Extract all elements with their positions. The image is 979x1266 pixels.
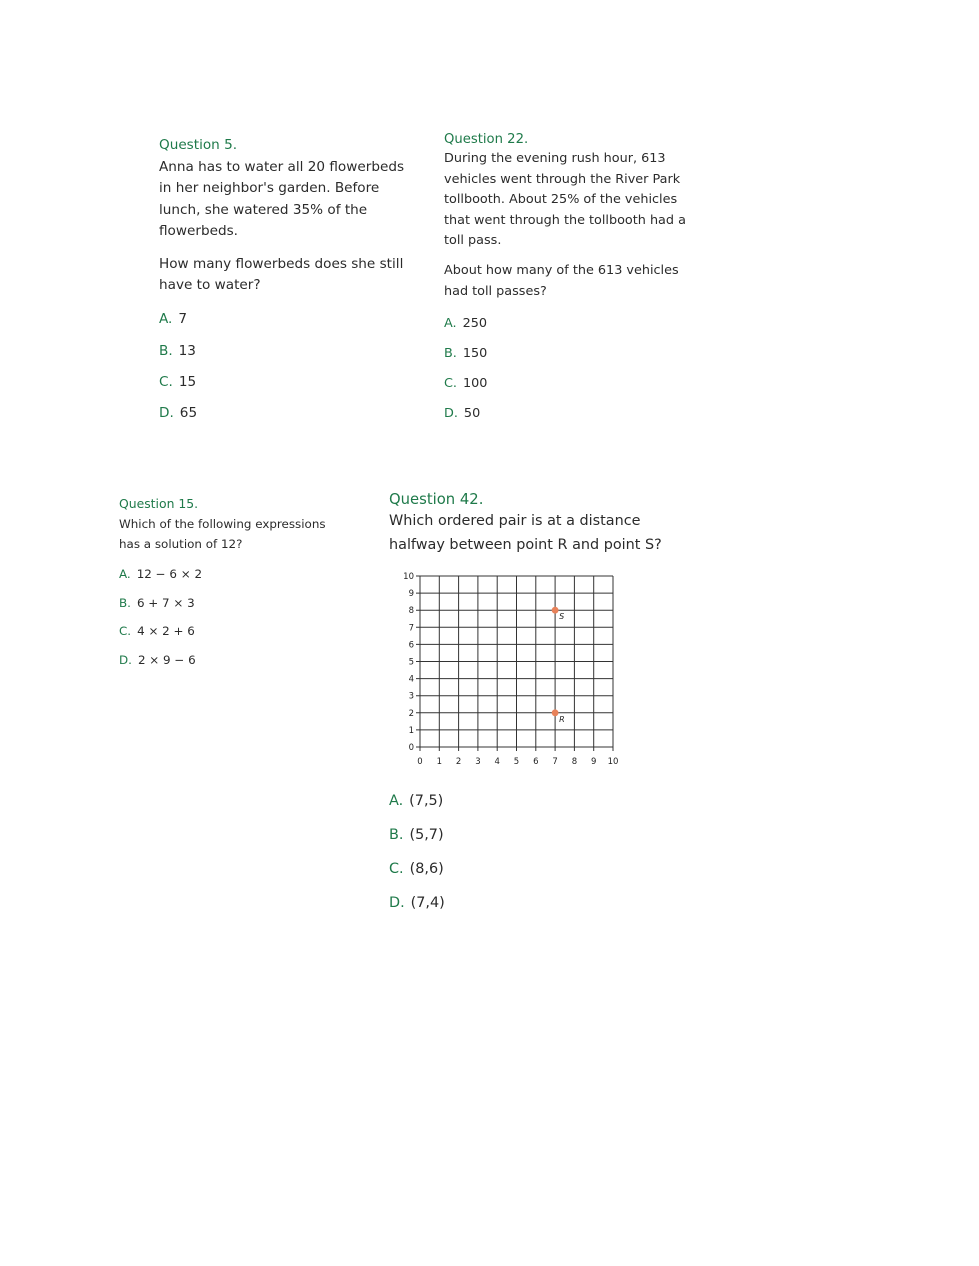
choice-d[interactable]	[159, 404, 409, 435]
answer-choices	[159, 310, 409, 435]
question-prompt	[389, 510, 689, 557]
coordinate-grid	[395, 567, 627, 769]
prompt-line: How many flowerbeds does she still	[159, 255, 404, 272]
choice-text: (5,7)	[409, 827, 444, 843]
x-tick-label: 10	[607, 757, 619, 767]
question-prompt	[119, 514, 359, 554]
choice-text: 12 − 6 × 2	[136, 567, 203, 581]
point-label-s: S	[559, 612, 565, 622]
answer-choices	[119, 566, 359, 680]
choice-text: 65	[179, 405, 198, 422]
prompt-line: lunch, she watered 35% of the	[159, 201, 368, 218]
prompt-line: Which of the following expressions	[119, 517, 326, 531]
prompt-line: vehicles went through the River Park	[444, 171, 681, 187]
question-title: Question 15.	[119, 496, 199, 511]
y-tick-label: 10	[403, 572, 414, 582]
question-title: Question 5.	[159, 137, 238, 153]
prompt-line: During the evening rush hour, 613	[444, 151, 666, 166]
x-tick-label: 0	[417, 757, 423, 767]
x-tick-label: 5	[513, 757, 520, 767]
choice-label: C.	[389, 861, 404, 877]
choice-text: 2 × 9 − 6	[137, 652, 196, 667]
x-tick-label: 8	[571, 757, 578, 767]
question-title: Question 42.	[389, 491, 484, 508]
choice-b[interactable]	[389, 826, 445, 860]
y-tick-label: 1	[408, 725, 414, 736]
y-tick-label: 0	[408, 743, 414, 753]
choice-text: 150	[462, 346, 488, 362]
choice-label: A.	[119, 567, 131, 581]
choice-b[interactable]	[159, 342, 409, 373]
question-title: Question 22.	[444, 132, 529, 147]
prompt-line: Anna has to water all 20 flowerbeds	[159, 159, 405, 175]
choice-c[interactable]	[444, 375, 704, 405]
choice-d[interactable]	[444, 405, 704, 435]
prompt-line: flowerbeds.	[159, 223, 238, 240]
prompt-line: have to water?	[159, 277, 261, 294]
choice-label: D.	[389, 895, 405, 911]
choice-text: (7,5)	[409, 793, 444, 809]
choice-label: A.	[159, 311, 173, 328]
choice-text: 100	[463, 376, 488, 392]
point-label-r: R	[559, 714, 565, 724]
choice-label: B.	[119, 595, 131, 610]
y-tick-label: 2	[408, 708, 414, 719]
x-tick-label: 6	[533, 757, 539, 767]
question-22	[444, 132, 704, 435]
choice-c[interactable]	[389, 860, 445, 894]
choice-a[interactable]	[119, 566, 359, 595]
x-tick-label: 4	[494, 757, 500, 767]
answer-choices	[444, 315, 704, 435]
prompt-line: About how many of the 613 vehicles	[444, 262, 679, 278]
choice-label: D.	[119, 652, 132, 667]
choice-b[interactable]	[444, 345, 704, 375]
question-ask	[159, 254, 409, 297]
x-tick-label: 9	[590, 757, 597, 767]
x-tick-label: 3	[475, 757, 481, 767]
x-tick-label: 2	[455, 757, 462, 767]
choice-d[interactable]	[119, 652, 359, 681]
choice-a[interactable]	[159, 310, 409, 341]
question-prompt	[444, 149, 704, 252]
choice-d[interactable]	[389, 894, 445, 928]
choice-text: 15	[178, 374, 197, 391]
choice-label: A.	[389, 793, 404, 809]
choice-label: A.	[444, 316, 457, 332]
prompt-line: has a solution of 12?	[119, 537, 243, 551]
choice-label: D.	[159, 405, 174, 422]
choice-text: 250	[462, 316, 488, 332]
question-ask	[444, 261, 704, 302]
x-tick-label: 7	[552, 757, 558, 767]
prompt-line: that went through the tollbooth had a	[444, 212, 686, 228]
question-prompt	[159, 157, 409, 243]
y-tick-label: 4	[408, 674, 414, 685]
choice-label: C.	[159, 374, 173, 391]
choice-label: C.	[119, 624, 132, 639]
choice-label: B.	[444, 346, 457, 362]
y-tick-label: 7	[408, 623, 414, 634]
choice-text: 13	[178, 342, 196, 359]
choice-text: 4 × 2 + 6	[137, 624, 195, 639]
choice-text: (7,4)	[410, 895, 445, 911]
x-tick-label: 1	[436, 757, 443, 767]
choice-label: B.	[159, 342, 173, 359]
y-tick-label: 6	[408, 640, 414, 651]
prompt-line: toll pass.	[444, 233, 502, 249]
answer-choices	[389, 792, 445, 928]
prompt-line: had toll passes?	[444, 283, 547, 299]
prompt-line: tollbooth. About 25% of the vehicles	[444, 192, 678, 208]
choice-b[interactable]	[119, 595, 359, 624]
choice-label: C.	[444, 376, 458, 392]
choice-label: B.	[389, 827, 404, 843]
point-s	[552, 607, 559, 614]
choice-text: 7	[178, 311, 188, 328]
prompt-line: Which ordered pair is at a distance	[389, 513, 641, 529]
choice-c[interactable]	[159, 373, 409, 404]
choice-label: D.	[444, 406, 458, 422]
question-15	[119, 496, 359, 680]
question-42	[389, 491, 689, 557]
choice-text: (8,6)	[409, 861, 444, 877]
choice-text: 6 + 7 × 3	[136, 595, 195, 610]
y-tick-label: 3	[408, 691, 414, 702]
y-tick-label: 8	[408, 606, 414, 617]
choice-c[interactable]	[119, 623, 359, 652]
y-tick-label: 9	[408, 589, 414, 600]
question-5	[159, 137, 409, 436]
prompt-line: halfway between point R and point S?	[389, 536, 662, 553]
choice-text: 50	[463, 406, 481, 422]
prompt-line: in her neighbor's garden. Before	[159, 180, 380, 197]
point-r	[552, 709, 559, 716]
choice-a[interactable]	[444, 315, 704, 345]
choice-a[interactable]	[389, 792, 445, 826]
y-tick-label: 5	[408, 657, 414, 668]
